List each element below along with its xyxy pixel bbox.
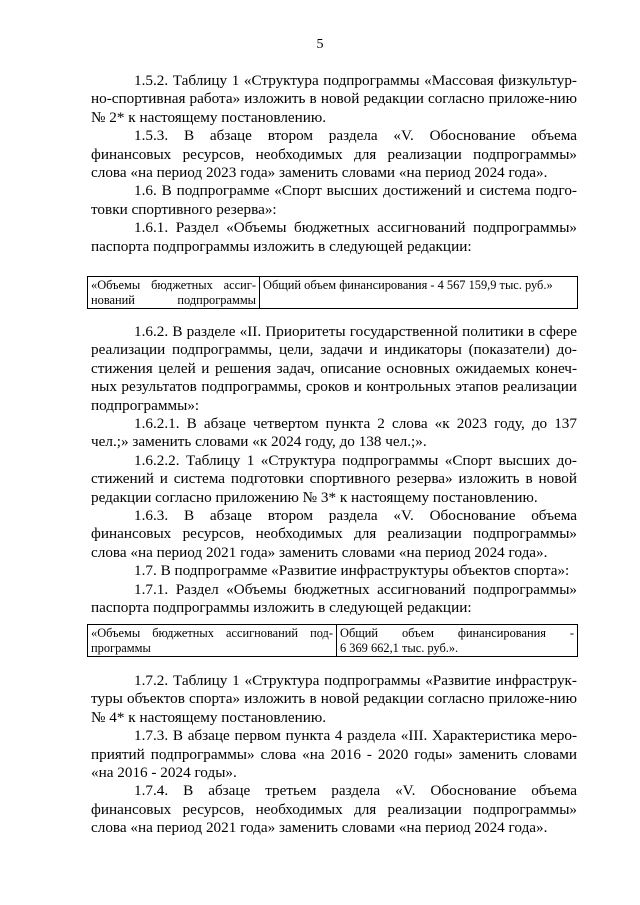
budget-table-2-label: «Объемы бюджетных ассигнований под-программы (88, 625, 337, 657)
value-word: - (569, 626, 574, 640)
value-word: Общий (340, 626, 379, 640)
paragraph-1-7-1: 1.7.1. Раздел «Объемы бюджетных ассигнований подпрограммы» паспорта подпрограммы изложить в следующей редакции: (91, 580, 577, 617)
section-3 (91, 672, 577, 838)
paragraph-1-7-3: 1.7.3. В абзаце первом пункта 4 раздела «III. Характеристика меро-приятий подпрограммы» слова «на 2016 - 2020 годы» заменить словами «на 2016 - 2024 годы». (91, 727, 577, 782)
paragraph-1-6-2: 1.6.2. В разделе «II. Приоритеты государственной политики в сфере реализации подпрограммы, цели, задачи и индикаторы (показатели) до-стижения целей и решения задач, описание основных ожидаемых конеч-ных результатов подпрограммы, сроков и контрольных этапов реализации подпрограммы»: (91, 323, 577, 414)
budget-table-1-value: Общий объем финансирования - 4 567 159,9 тыс. руб.» (260, 277, 578, 309)
paragraph-1-5-3: 1.5.3. В абзаце втором раздела «V. Обоснование объема финансовых ресурсов, необходимых для реализации подпрограммы» слова «на период 2023 года» заменить словами «на период 2024 года». (91, 127, 577, 182)
budget-table-2-value-line2: 6 369 662,1 тыс. руб.». (340, 640, 459, 655)
paragraph-1-7-2: 1.7.2. Таблицу 1 «Структура подпрограммы «Развитие инфраструк-туры объектов спорта» изложить в новой редакции согласно приложе-нию № 4* к настоящему постановлению. (91, 672, 577, 726)
budget-table-2 (87, 624, 578, 657)
paragraph-1-6-2-2: 1.6.2.2. Таблицу 1 «Структура подпрограммы «Спорт высших до-стижений и система подготовки спортивного резерва» изложить в новой редакции согласно приложению № 3* к настоящему постановлению. (91, 451, 577, 506)
paragraph-1-7: 1.7. В подпрограмме «Развитие инфраструктуры объектов спорта»: (134, 562, 570, 580)
budget-table-1 (87, 276, 578, 309)
value-word: объем (401, 626, 434, 640)
paragraph-1-6-3: 1.6.3. В абзаце втором раздела «V. Обоснование объема финансовых ресурсов, необходимых для реализации подпрограммы» слова «на период 2021 года» заменить словами «на период 2024 года». (91, 507, 577, 561)
value-word: финансирования (457, 626, 546, 640)
section-1 (91, 72, 577, 256)
paragraph-1-6-2-1: 1.6.2.1. В абзаце четвертом пункта 2 слова «к 2023 году, до 137 чел.;» заменить словами «к 2024 году, до 138 чел.;». (91, 415, 577, 451)
paragraph-1-6-1: 1.6.1. Раздел «Объемы бюджетных ассигнований подпрограммы» паспорта подпрограммы изложить в следующей редакции: (91, 219, 577, 255)
paragraph-1-7-4: 1.7.4. В абзаце третьем раздела «V. Обоснование объема финансовых ресурсов, необходимых для реализации подпрограммы» слова «на период 2021 года» заменить словами «на период 2024 года». (91, 782, 577, 837)
page-number: 5 (316, 37, 324, 52)
paragraph-1-6: 1.6. В подпрограмме «Спорт высших достижений и система подго-товки спортивного резерва»: (91, 182, 577, 218)
section-2 (91, 323, 577, 618)
budget-table-2-value-line1 (340, 626, 574, 641)
budget-table-2-value (337, 625, 578, 657)
paragraph-1-5-2: 1.5.2. Таблицу 1 «Структура подпрограммы «Массовая физкультур-но-спортивная работа» изложить в новой редакции согласно приложе-нию № 2* к настоящему постановлению. (91, 72, 577, 126)
budget-table-1-label: «Объемы бюджетных ассиг-нований подпрограммы (88, 277, 260, 309)
